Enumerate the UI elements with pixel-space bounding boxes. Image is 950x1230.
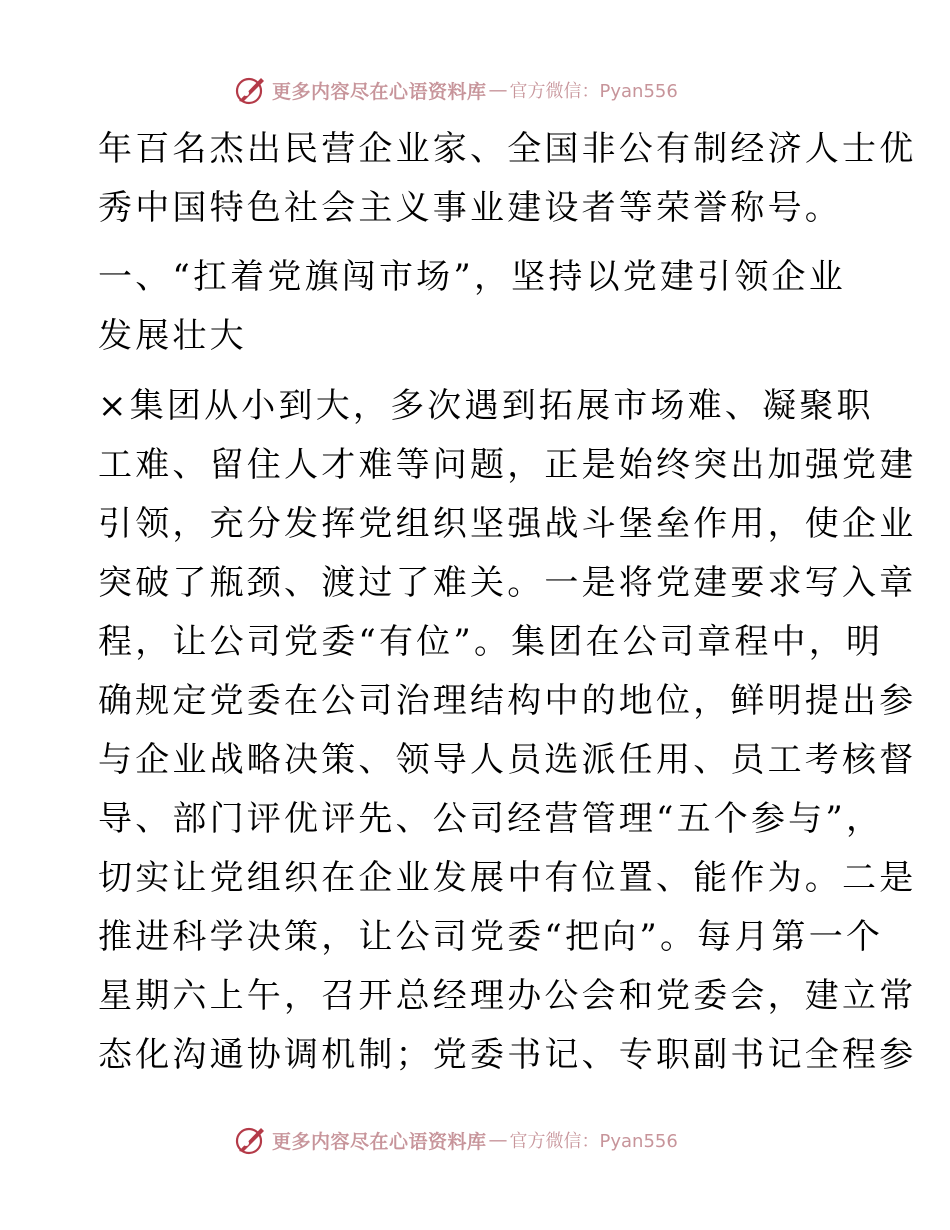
text-line: 程，让公司党委“有位”。集团在公司章程中，明	[98, 622, 884, 662]
section-heading	[98, 248, 850, 366]
text-line: 星期六上午，召开总经理办公会和党委会，建立常	[98, 976, 917, 1016]
text-line: 态化沟通协调机制；党委书记、专职副书记全程参	[98, 1035, 917, 1075]
watermark-dash: —	[488, 79, 508, 101]
text-line: 推进科学决策，让公司党委“把向”。每月第一个	[98, 917, 884, 957]
text-line: 导、部门评优评先、公司经营管理“五个参与”，	[98, 799, 884, 839]
document-body	[98, 120, 917, 1085]
watermark-dash: —	[488, 1129, 508, 1151]
watermark-brand: 更多内容尽在心语资料库	[272, 80, 487, 103]
text-line: 确规定党委在公司治理结构中的地位，鲜明提出参	[98, 681, 917, 721]
text-line: ×集团从小到大，多次遇到拓展市场难、凝聚职	[98, 386, 874, 426]
footer-watermark	[234, 1124, 678, 1156]
quill-logo-icon	[234, 1124, 268, 1156]
text-line: 与企业战略决策、领导人员选派任用、员工考核督	[98, 740, 917, 780]
watermark-wechat: 官方微信：Pyan556	[509, 1131, 678, 1152]
quill-logo-icon	[234, 74, 268, 106]
paragraph-intro	[98, 120, 917, 238]
text-line: 工难、留住人才难等问题，正是始终突出加强党建	[98, 445, 917, 485]
watermark-brand: 更多内容尽在心语资料库	[272, 1130, 487, 1153]
header-watermark	[234, 74, 678, 106]
text-line: 发展壮大	[98, 316, 247, 356]
paragraph-body	[98, 377, 917, 1085]
text-line: 引领，充分发挥党组织坚强战斗堡垒作用，使企业	[98, 504, 917, 544]
text-line: 一、“扛着党旗闯市场”，坚持以党建引领企业	[98, 257, 846, 297]
text-line: 切实让党组织在企业发展中有位置、能作为。二是	[98, 858, 917, 898]
watermark-wechat: 官方微信：Pyan556	[509, 81, 678, 102]
text-line: 秀中国特色社会主义事业建设者等荣誉称号。	[98, 188, 842, 228]
text-line: 年百名杰出民营企业家、全国非公有制经济人士优	[98, 129, 917, 169]
text-line: 突破了瓶颈、渡过了难关。一是将党建要求写入章	[98, 563, 917, 603]
